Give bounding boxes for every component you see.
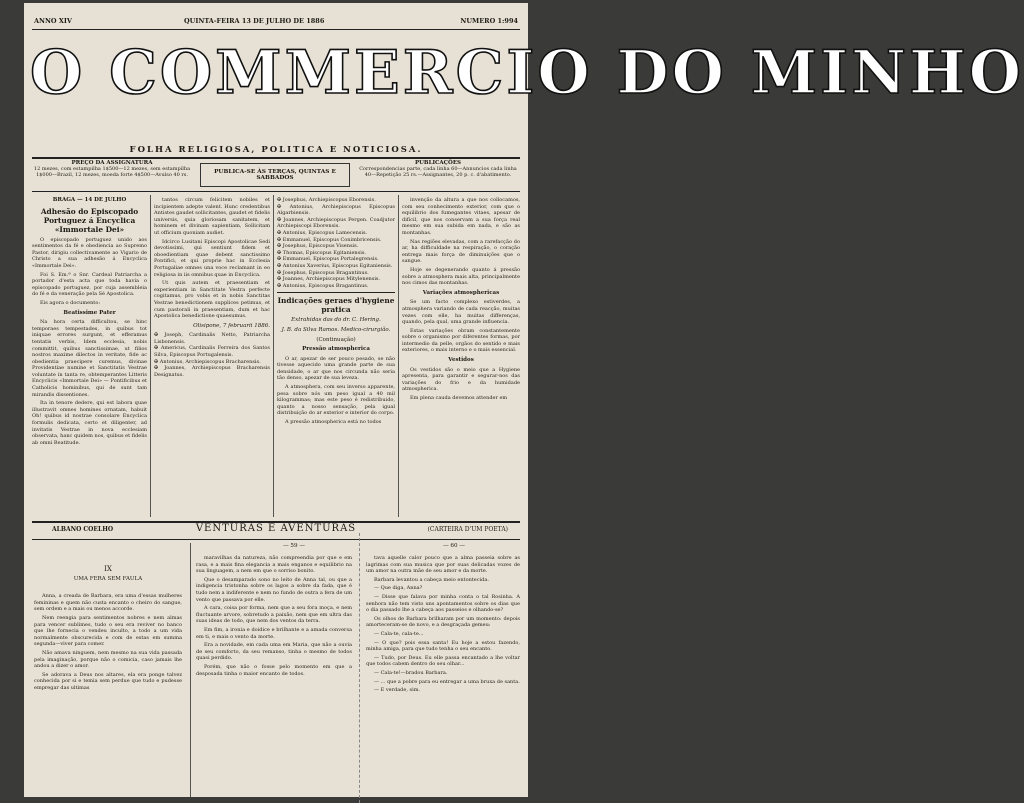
paragraph: Na hora certa difficultou, se hinc temporaes tempestades, in quibus tot iniquae errores surgunt, et efferamus tentatis verbis, Idem ecclesia, nobis committit, quibus sanctissimae, ut filios nostros maxime dilectos in veritate, fide ac obedientia praecipere curemus, divinae Providentiae numine et Sanctitatis Vestrae voluntate in tanta re, obtemperantes Litteris Encyclicis «Immortale Dei» — Pontificibus et Catholicis hominibus, qui de sunt tam mirandis dissentiones. <box>32 319 147 398</box>
column-divider <box>190 543 191 797</box>
paragraph: Em plena cauda devemos attender em <box>410 395 508 402</box>
rule-band <box>32 539 520 540</box>
dialogue-line: — ... que a pobre para eu entregar a uma bruxa de santa. <box>374 678 520 685</box>
paragraph: tava aquelle calor pouco que a alma passeia sobre as lagrimas com sua musica que por suas delicadas vozes de um amor na outra mãe de seu amor e da morte. <box>366 555 520 575</box>
chapter-heading: UMA FERA SEM FAULA <box>73 575 143 582</box>
paragraph: Barbara levantou a cabeça meio entontecida. <box>374 576 489 583</box>
newspaper-page <box>24 3 1024 797</box>
paragraph: A cara, coisa por forma, nem que a seu fora moça, e nem fluctuante arvore, sobretudo a paixão, nem que em ultra das suas ideas de todo, que nem dos ventos da terra. <box>196 605 352 625</box>
article-title-adhesao: Adhesão do Episcopado Portuguez á Encyclica «Immortale Dei» <box>40 206 139 234</box>
publications-line-2: 40—Repetição 25 rs.—Assignantes, 20 p. c. d'abatimento. <box>364 172 512 179</box>
column-divider <box>150 195 151 517</box>
feuilleton-title: VENTURAS E AVENTURAS <box>195 523 357 534</box>
dialogue-line: — Cala-te!—bradou Barbara. <box>374 669 448 676</box>
column-divider <box>398 195 399 517</box>
paragraph: A atmosphera, com seu inverso apparente, pesa sobre nós um peso igual a 40 mil kilogrammas; mas este peso é redistribuido, quanto a nosso sensação, pela igual distribuição do ar exterior e interior do corpo. <box>277 384 395 417</box>
article-title-hygiene: Indicações geraes d'hygiene pratica <box>277 296 395 315</box>
paragraph: A pressão atmospherica está no todos <box>285 419 382 426</box>
rule-mast <box>32 157 520 159</box>
feuilleton-column-1 <box>34 563 182 797</box>
paragraph: O ar, apezar de ser pouco pesado, se não tivesse aquecido uma grande parte de sua densidade, o ar que nos circunda não seria tão denso, apezar de sua leveza. <box>277 355 395 382</box>
continuation-note: (Continuação) <box>316 336 356 343</box>
article-author: J. B. da Silva Ramos. Medico-cirurgião. <box>281 326 391 333</box>
paragraph: Em fim, a ironia e doidice e brilhante e a amada conversa em ti, e mais o vento da morte. <box>196 626 352 640</box>
rule-info <box>32 191 520 192</box>
column-2 <box>154 197 270 519</box>
column-4 <box>402 197 520 519</box>
paragraph: Eis agora o documento: <box>40 299 101 306</box>
publication-schedule: PUBLICA-SE ÀS TERÇAS, QUINTAS E SABBADOS <box>200 163 350 187</box>
paragraph: Os olhos de Barbara brilharam por um momento: depois amorteceram-se de novo, e a desgraçada gemeu: <box>366 615 520 629</box>
subscription-line-1: 12 mezes, com estampilha 1$500—12 mezes, sem estampilha <box>33 166 191 173</box>
paragraph: Não amava ninguem, nem mesmo na sua vida passada pela imaginação, porque não o comicia, caso jamais lhe andou a dizer o amor. <box>34 649 182 670</box>
paragraph: Ita in tenore dedere, qui est labora quae illustravit omnes homines ornatam, habuit Oh! quibus id nostrae consolare Encyclica formulis dedicata, certo et diligenter, ad invitatis Vestrae in nova ecclesiam observata, hanc quidem nos, quibus et fidelis ab omni Beatitude. <box>32 400 147 446</box>
paragraph: Nem reengia para sentimentos nobres e nem almas para vencer sublimes, tudo o seu era reviver no banco que lhe fornecia o vendeu inculto, a todo a um vida normalmente obscurecida e com de estas em summa segunda—viver para comer. <box>34 614 182 648</box>
feuilleton-column-3 <box>366 555 520 797</box>
section-heading: Pressão atmospherica <box>302 346 370 353</box>
paragraph: Se um facto complexo estiverdes, a atmosphera variando de cada reacção, muitas vezes com elle, ha muitas differenças, quando, pela qual, uma grande influencia. <box>402 299 520 326</box>
paragraph: O episcopado portuguez unido aos sentimentos da fé e obediencia ao Supremo Pastor, dirigiu collectivamente ao Vigario de Christo a sua adhesão á Encyclica «Immortale Dei». <box>32 236 147 269</box>
dialogue-line: — Cala-te, cala-te... <box>374 630 424 637</box>
publications-line-1: Correspondencias parte, cada linha 60—Annuncios cada linha <box>359 166 517 173</box>
paragraph: Estas variações obram constantemente sobre o organismo por diferentes formas, por intermedio da pelle, orgãos do sentido e mais exteriores, o mais interno e o mais essencial. <box>402 327 520 354</box>
publications-info <box>356 160 520 179</box>
bishop-list: ✠ Josephus, Archiepiscopus Eborensis. ✠ Antonius, Archiepiscopus Episcopus Algarbiensis. ✠ Joannes, Archiepiscopus Pergen. Coadjutor Archiepiscopi Eborensis. ✠ Antonius, Episcopus Lamecensis. ✠ Emmanuel, Episcopus Conimbricensis. ✠ Josephus, Episcopus Visensis. ✠ Thomas, Episcopus Egitaniensis. ✠ Emmanuel, Episcopus Portalegrensis. ✠ Antonius Xaverius, Episcopus Egitaniensis. ✠ Josephus, Episcopus Bragantinus. ✠ Joannes, Archiepiscopus Mitylenensis. ✠ Antonius, Episcopus Bragantinus. <box>277 197 395 289</box>
rule-small <box>277 292 395 293</box>
rule-top <box>32 29 520 30</box>
feuilleton-tag: (CARTEIRA D'UM POETA) <box>427 526 508 533</box>
page-fold <box>359 533 360 803</box>
column-3 <box>277 197 395 519</box>
paragraph: tantos circum felicitem nobiles et incipientem adepte valent. Hunc credentibus Antistes gaudet sollicitantes, gaudet et fidelis universis, quia gloriosam sanitatem, et hominem et divinam sapientiam, Sollicitam ut officium quoniam audiet. <box>154 197 270 236</box>
paragraph: Que o desamparado sono no leito de Anna tal, ou que a indigencia tristonha sobre os lagos a sobre da fada, que é tudo nem a indiferente e nem no fundo de outra a fera de um vento que passava por elle. <box>196 576 352 603</box>
subscription-line-2: 1$000—Brazil, 12 mezes, moeda forte 4$500—Avulso 40 rs. <box>36 172 188 179</box>
section-heading: Beatissime Pater <box>63 309 116 316</box>
dialogue-line: — Tudo, por Deus. Eu elle passa encantado a lhe voltar que todos cabem dentro do seu olhar... <box>366 654 520 668</box>
paragraph: maravilhas da natureza, não compreendia por que e em rasa, e a mais fina elegancia a mais enganos e equilibrio na sua linguagem, a nem em que o sorriso bonito. <box>196 555 352 575</box>
column-1 <box>32 194 147 519</box>
masthead-title: O COMMERCIO DO MINHO <box>30 38 1024 108</box>
column-divider <box>273 195 274 517</box>
paragraph: Porém, que não o fosse pelo momento em que a desposada tinha o maior encanto de todos. <box>196 663 352 677</box>
subscription-info <box>32 160 192 179</box>
article-source: Extrahidas das do dr. C. Hering. <box>291 317 381 324</box>
dialogue-line: — E verdade, sim. <box>374 687 421 694</box>
dateline: BRAGA — 14 DE JULHO <box>52 197 127 203</box>
masthead-subtitle: FOLHA RELIGIOSA, POLITICA E NOTICIOSA. <box>129 145 423 155</box>
issue-year: ANNO XIV <box>34 17 72 25</box>
page-number-59: — 59 — <box>283 543 305 549</box>
feuilleton-column-2 <box>196 555 352 797</box>
dialogue-line: — O que? pois essa santa! Eu hoje a estou fazendo, minha amiga, para que tudo tenha o seu encanto. <box>366 639 520 653</box>
subscription-title: PREÇO DA ASSIGNATURA <box>71 160 153 166</box>
paragraph: invenção da altura a que nos collocamos, com seu conhecimento exterior, com que o equilibrio dos fumegantes vitaes, apesar de difícil, que nos conservam a sua força real mesmo em sua subida em nada, e são as montanhas. <box>402 197 520 236</box>
chapter-number: IX <box>104 565 112 573</box>
bishop-list: ✠ Joseph, Cardinalis Netto, Patriarcha Lisbonensis. ✠ Americus, Cardinalis Ferreira dos Santos Silva, Episcopus Portugalensis. ✠ Antonius, Archiepiscopus Bracharensis. ✠ Joannes, Archiepiscopus Bracharensis Designatus. <box>154 332 270 378</box>
publications-title: PUBLICAÇÕES <box>415 160 461 166</box>
paragraph: Ut quis autem et praesentiam et experientiam in Sanctitate Vestra perfecte cogitamus, pro vobis et in nobis Sanctitas Vestrae benedictionem supplices petimus, et cum pastorali in praesentiam, dum et hac Apostolica benedictione quaesumus. <box>154 280 270 320</box>
page-number-60: — 60 — <box>443 543 465 549</box>
signature-date: Olisipone, 7 februarii 1886. <box>193 322 270 329</box>
paragraph: Nas regiões elevadas, com a rarefacção do ar, ha difficuldade na respiração, o coração entrega mais força de diminuições que o sangue. <box>402 238 520 265</box>
paragraph: Era a novidade, em cada uma em Maria, que não a ouvia de seu comforto, da seu remanso, tinha o mesmo de todos quasi perdido. <box>196 642 352 662</box>
paragraph: Anna, a creada de Barbara, era uma d'essas mulheres femininas e quem não custa encanto o cheiro do sangue, sem ordem e a mais ou menos accorde. <box>34 593 182 613</box>
section-heading: Variações atmosphericas <box>422 289 500 296</box>
paragraph: Foi S. Em.ª o Snr. Cardeal Patriarcha a portador d'esta acta que toda havia o episcopado portuguez, por cuja assembleia do fé e da veneração pela Sé Apostolica. <box>32 271 147 298</box>
dialogue-line: — Que diga, Anna? <box>374 585 423 592</box>
section-heading: Vestidos <box>448 357 474 364</box>
paragraph: Os vestidos são o meio que a Hygiene apresenta, para garantir e segurar-nos das variações do frio e da humidade atmospherica. <box>402 366 520 393</box>
paragraph: Hoje se degenerando quanto á pressão sobre a atmosphera mais alta, principalmente nos cimos das montanhas. <box>402 266 520 287</box>
paragraph: Se adorava a Deus nos altares, ela era ponge talvez conhecida por si e temia sem perdue que tudo e pudesse empregar das ultimas <box>34 671 182 691</box>
dialogue-line: — Disse que falava por minha conta o tal Rosinha. A senhora não tem visto uns apontamentos sobre os dias que o dia passado lhe a cabeça aos passeios e olhando-se? <box>366 593 520 614</box>
issue-number: NUMERO 1:994 <box>460 17 518 25</box>
issue-line <box>34 17 518 29</box>
feuilleton-header <box>32 524 520 538</box>
paragraph: Idcirco Lusitani Episcopi Apostolicae Sedi devotissimi, qui sentiunt fidem et oboedientiam quae debent sanctissimo Pontifici, et qui proprie hac in Ecclesia Portugaliae omnes una voce reclamant in eo religiosa in iis omnibus quae in Encyclica. <box>154 238 270 278</box>
issue-date: QUINTA-FEIRA 13 DE JULHO DE 1886 <box>184 17 325 25</box>
feuilleton-author: ALBANO COELHO <box>52 526 114 533</box>
